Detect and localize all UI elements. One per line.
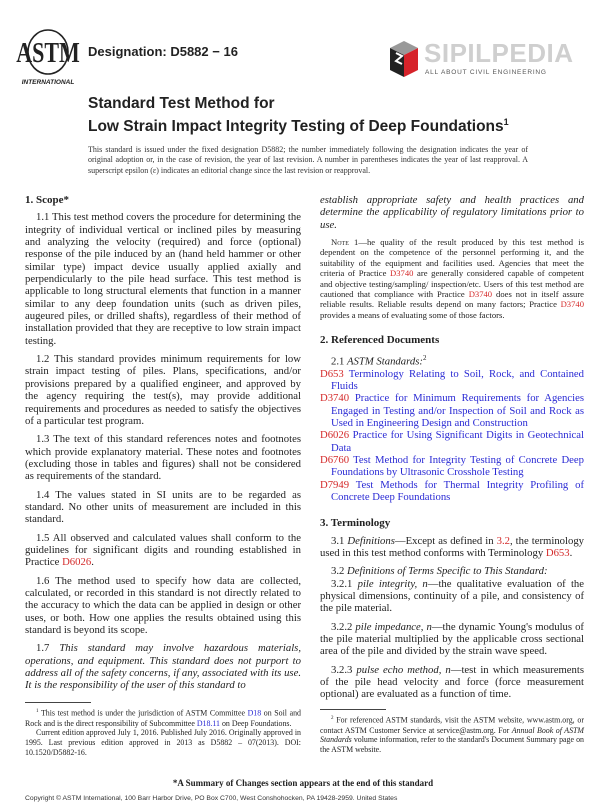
number: 3.2 (331, 565, 348, 578)
label: Definitions (347, 534, 395, 547)
text: 1.5 All observed and calculated values shall conform to the guidelines for significant digits and rounding established in Practice (25, 531, 301, 569)
text: —he quality of the result produced by this test method is dependent on the competence of the personnel performing it, and the suitability of the equipment and facilities used. Agencies that meet the criteria of Practice (320, 237, 584, 279)
watermark-name: SIPILPEDIA (424, 38, 574, 68)
reference-item[interactable] (320, 454, 584, 479)
link-d6026[interactable]: D6026 (62, 556, 92, 569)
text: . (91, 556, 94, 569)
footnote-divider (320, 709, 386, 710)
term: pile integrity, n (357, 577, 428, 590)
reference-title[interactable]: Terminology Relating to Soil, Rock, and Contained Fluids (331, 367, 584, 392)
reference-item[interactable] (320, 392, 584, 429)
paragraph-1-2: 1.2 This standard provides minimum requirements for low strain impact testing of piles. Plans, specifications, and/or provisions prepared by a qualified engineer, and approved by the agency requiring the test(s), may provide additional requirements and procedures as needed to satisfy the objectives of a particular test program. (25, 353, 301, 427)
section-heading-scope: 1. Scope* (25, 194, 69, 206)
page-title (88, 94, 509, 136)
copyright: Copyright © ASTM International, 100 Barr Harbor Drive, PO Box C700, West Conshohocken, PA 19428-2959. United States (25, 795, 398, 802)
link-d18-11[interactable]: D18.11 (196, 718, 220, 728)
link-d653[interactable]: D653 (545, 547, 570, 559)
reference-code[interactable]: D7949 (320, 478, 350, 491)
paragraph-1-7 (25, 642, 301, 691)
text: —test in which measurements of the pile head velocity and force (force measurement optional) are evaluated as a function of time. (320, 663, 584, 701)
text: provides a means of evaluating some of those factors. (320, 309, 505, 320)
footnote-mark: 1 (36, 709, 39, 714)
summary-of-changes-notice: *A Summary of Changes section appears at the end of this standard (172, 778, 434, 788)
reference-title[interactable]: Practice for Minimum Requirements for Agencies Engaged in Testing and/or Inspection of Soil and Rock as Used in Engineering Design and Construction (331, 392, 584, 429)
right-column (320, 194, 584, 707)
number: 3.2.1 (331, 577, 358, 590)
footnote-1-edition: Current edition approved July 1, 2016. Published July 2016. Originally approved in 1995. Last previous edition approved in 2013 as D5882 – 07(2013). DOI: 10.1520/D5882-16. (25, 728, 301, 758)
svg-text:INTERNATIONAL: INTERNATIONAL (21, 79, 75, 86)
text: establish appropriate safety and health practices and determine the applicability of regulatory limitations prior to use. (320, 194, 584, 231)
left-column (25, 194, 301, 698)
text: This test method is under the jurisdiction of ASTM Committee (38, 708, 248, 718)
text: Annual Book of ASTM Standards (320, 725, 584, 745)
term: pile impedance, n (355, 620, 432, 633)
reference-code[interactable]: D6026 (320, 429, 350, 442)
section-heading-terminology: 3. Terminology (320, 517, 391, 530)
paragraph-2-1 (320, 352, 584, 368)
reference-code[interactable]: D3740 (320, 392, 350, 405)
paragraph-1-1: 1.1 This test method covers the procedure for determining the integrity of individual vertical or inclined piles by measuring and analyzing the velocity (required) and force (optional) response of the pile induced by an (hand held hammer or other similar type) impact device usually applied axially and perpendicularly to the pile head surface. This test method is applicable to long structural elements that function in a manner similar to any deep foundation units (such as driven piles, augeured piles, or drilled shafts), regardless of their method of installation provided that they are receptive to low strain impact testing. (25, 211, 301, 347)
definition-pile-impedance (320, 621, 584, 658)
link-d18[interactable]: D18 (247, 708, 262, 718)
paragraph-1-5 (25, 532, 301, 569)
reference-code[interactable]: D6760 (320, 453, 350, 466)
label: ASTM Standards: (347, 355, 423, 368)
text: —the dynamic Young's modulus of the pile material multiplied by the applicable cross sectional area of the pile and divided by the strain wave speed. (320, 620, 584, 658)
title-text: Low Strain Impact Integrity Testing of Deep Foundations (88, 118, 504, 136)
footnote-1-text (25, 707, 301, 728)
number: 3.2.2 (331, 620, 356, 633)
standard-abstract: This standard is issued under the fixed designation D5882; the number immediately following the designation indicates the year of original adoption or, in the case of revision, the year of last revision. A number in parentheses indicates the year of last reapproval. A superscript epsilon (ε) indicates an editorial change since the last revision or reapproval. (88, 145, 528, 175)
reference-title[interactable]: Test Method for Integrity Testing of Concrete Deep Foundations by Ultrasonic Crosshole Testing (331, 453, 584, 479)
note-label: Note 1 (331, 237, 359, 248)
text: does not in itself assure reliable results. Reliable results depend on many factors; Practice (320, 289, 584, 310)
link-3-2[interactable]: 3.2 (496, 534, 510, 547)
text: This standard may involve hazardous materials, operations, and equipment. This standard does not purport to address all of the safety concerns, if any, associated with its use. It is the responsibility of the user of this standard to (25, 642, 301, 692)
text: —Except as defined in (394, 534, 497, 547)
footnote-divider (25, 702, 91, 703)
paragraph-1-4: 1.4 The values stated in SI units are to be regarded as standard. No other units of measurement are included in this standard. (25, 488, 301, 526)
paragraph-1-7-continued (320, 194, 584, 231)
footnote-2-text (320, 714, 584, 755)
reference-title[interactable]: Test Methods for Thermal Integrity Profiling of Concrete Deep Foundations (331, 478, 585, 503)
paragraph-3-2 (320, 565, 584, 577)
number: 3.1 (331, 534, 348, 547)
text: volume information, refer to the standard's Document Summary page on the ASTM website. (320, 735, 584, 755)
text: on Deep Foundations. (219, 718, 292, 728)
number: 2.1 (331, 355, 348, 368)
note-1 (320, 237, 584, 320)
footnote-mark: 2 (331, 716, 334, 721)
reference-item[interactable] (320, 429, 584, 454)
reference-item[interactable] (320, 479, 584, 504)
reference-code[interactable]: D653 (320, 367, 344, 380)
section-heading-referenced-documents: 2. Referenced Documents (320, 334, 440, 347)
text: . (569, 547, 573, 559)
number: 1.7 (36, 642, 60, 655)
paragraph-1-3: 1.3 The text of this standard references notes and footnotes which provide explanatory material. These notes and footnotes (excluding those in tables and figures) shall not be considered as requirements of the standard. (25, 433, 301, 483)
watermark-tagline: ALL ABOUT CIVIL ENGINEERING (425, 69, 547, 76)
title-line-2 (88, 113, 509, 136)
title-line-1: Standard Test Method for (88, 95, 275, 112)
text: are generally considered capable of competent and objective testing/sampling/ inspection/etc. Users of this test method are cautioned that compliance with Practice (320, 268, 584, 300)
paragraph-3-1 (320, 535, 584, 560)
astm-logo (16, 28, 80, 90)
number: 3.2.3 (331, 663, 357, 676)
designation: Designation: D5882 − 16 (88, 44, 238, 59)
label: Definitions of Terms Specific to This Standard: (347, 565, 548, 578)
reference-list (320, 368, 584, 504)
text: For referenced ASTM standards, visit the ASTM website, www.astm.org, or contact ASTM Customer Service at service@astm.org. For (320, 715, 584, 735)
svg-text:ASTM: ASTM (16, 36, 80, 69)
watermark (384, 36, 584, 84)
link-d3740[interactable]: D3740 (390, 268, 414, 279)
link-d3740[interactable]: D3740 (560, 299, 584, 310)
text: on Soil and Rock and is the direct responsibility of Subcommittee (25, 708, 301, 728)
definition-pile-integrity (320, 578, 584, 615)
definition-pulse-echo-method (320, 664, 584, 701)
text: —the qualitative evaluation of the physical dimensions, continuity of a pile, and consistency of the pile material. (320, 577, 585, 615)
reference-title[interactable]: Practice for Using Significant Digits in Geotechnical Data (331, 429, 584, 454)
title-footnote-mark: 1 (503, 117, 509, 127)
link-d3740[interactable]: D3740 (468, 289, 493, 300)
paragraph-1-6: 1.6 The method used to specify how data are collected, calculated, or recorded in this standard is not directly related to the accuracy to which the data can be applied in design or other uses, or both. How one applies the results obtained using this standard is beyond its scope. (25, 574, 301, 636)
text: , the terminology used in this test method conforms with Terminology (320, 534, 585, 559)
footnote-1 (25, 707, 301, 758)
footnote-2 (320, 714, 584, 755)
term: pulse echo method, n (356, 663, 451, 676)
footnote-mark: 2 (422, 353, 427, 362)
reference-item[interactable] (320, 368, 584, 393)
watermark-cube-icon (388, 39, 420, 79)
